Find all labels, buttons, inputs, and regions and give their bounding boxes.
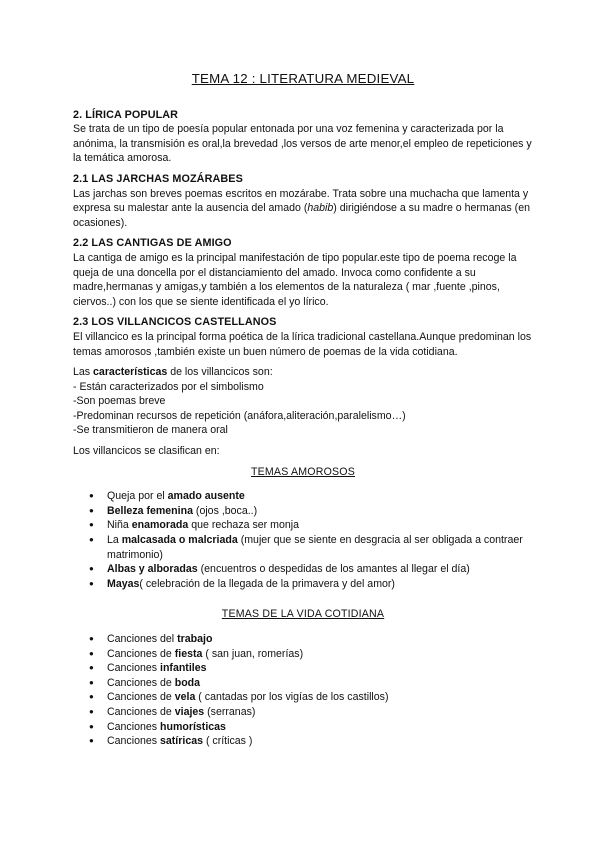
- bold-term: amado ausente: [167, 490, 245, 503]
- text-span: Canciones: [107, 720, 160, 733]
- section-heading: 2. LÍRICA POPULAR: [73, 108, 179, 121]
- text-span: Canciones de: [107, 705, 175, 718]
- characteristics-intro: [73, 365, 533, 380]
- text-span: Las jarchas son breves poemas escritos en mozárabe. Trata sobre una muchacha que lamenta y expresa su malestar ante la ausencia del amado (: [73, 187, 529, 215]
- bold-term: Mayas: [107, 577, 140, 590]
- bullet-item: [73, 705, 533, 720]
- bold-term: boda: [174, 676, 201, 689]
- bold-term: fiesta: [174, 647, 203, 660]
- characteristics-list: [73, 380, 533, 438]
- section-text: Se trata de un tipo de poesía popular entonada por una voz femenina y caracterizada por la anónima, la transmisión es oral,la brevedad ,los versos de arte menor,el empleo de repeticiones y la temática amorosa.: [73, 123, 532, 165]
- subheading-vida-cotidiana: TEMAS DE LA VIDA COTIDIANA: [221, 608, 385, 621]
- list-item: -Se transmitieron de manera oral: [73, 424, 228, 437]
- subheading-temas-amorosos: TEMAS AMOROSOS: [250, 465, 356, 478]
- text-span: de los villancicos son:: [167, 366, 273, 379]
- text-span: que rechaza ser monja: [188, 519, 299, 532]
- text-span: ( cantadas por los vigías de los castillos): [195, 691, 389, 704]
- section-cantigas: [73, 236, 533, 309]
- bold-term: Belleza femenina: [107, 504, 193, 517]
- italic-term: habib: [307, 202, 334, 215]
- text-span: Canciones de: [107, 676, 175, 689]
- bold-term: viajes: [174, 705, 205, 718]
- bold-term: trabajo: [177, 633, 213, 645]
- text-span: Canciones de: [107, 647, 175, 660]
- bold-term: infantiles: [160, 662, 207, 675]
- bullet-item: [73, 533, 533, 562]
- bold-term: características: [93, 366, 168, 379]
- list-item: - Están caracterizados por el simbolismo: [73, 380, 264, 393]
- bold-term: Albas y alboradas: [107, 563, 198, 576]
- text-span: ( celebración de la llegada de la primavera y del amor): [139, 577, 395, 590]
- section-text: El villancico es la principal forma poética de la lírica tradicional castellana.Aunque predominan los temas amorosos ,también existe un buen número de poemas de la vida cotidiana.: [73, 330, 532, 358]
- text-span: ( san juan, romerías): [202, 647, 304, 660]
- section-heading: 2.1 LAS JARCHAS MOZÁRABES: [73, 172, 243, 185]
- temas-cotidiana-list: [73, 632, 533, 749]
- text-span: Niña: [107, 519, 132, 532]
- section-text: La cantiga de amigo es la principal manifestación de tipo popular.este tipo de poema recoge la queja de una doncella por el distanciamiento del amado. Invoca como confidente a su madre,hermanas y amigas,y también a los elementos de la naturaleza ( mar ,fuente ,pinos, ciervos..) con los que se siente identificada el yo lírico.: [73, 251, 517, 308]
- text-span: ( críticas ): [203, 735, 253, 748]
- list-item: -Son poemas breve: [73, 395, 166, 408]
- bullet-item: [73, 676, 533, 691]
- bold-term: malcasada o malcriada: [121, 534, 238, 547]
- section-heading: 2.2 LAS CANTIGAS DE AMIGO: [73, 237, 232, 250]
- section-villancicos: [73, 315, 533, 458]
- bullet-item: [73, 720, 533, 735]
- page-title: TEMA 12 : LITERATURA MEDIEVAL: [191, 71, 415, 86]
- section-jarchas: [73, 172, 533, 230]
- text-span: Canciones de: [107, 691, 175, 704]
- text-span: Canciones: [107, 735, 160, 748]
- document-page: [73, 72, 533, 749]
- text-span: Las: [73, 366, 94, 379]
- bullet-item: [73, 518, 533, 533]
- bullet-item: [73, 647, 533, 662]
- text-span: La: [107, 534, 122, 547]
- section-text: [73, 187, 533, 231]
- bullet-item: [73, 661, 533, 676]
- section-lirica-popular: [73, 108, 533, 166]
- section-heading: 2.3 LOS VILLANCICOS CASTELLANOS: [73, 316, 277, 329]
- bold-term: satíricas: [160, 735, 203, 748]
- classification-intro: Los villancicos se clasifican en:: [73, 445, 220, 458]
- text-span: (mujer que se siente en desgracia al ser obligada a contraer matrimonio): [107, 534, 523, 561]
- list-item: -Predominan recursos de repetición (anáfora,aliteración,paralelismo…): [73, 409, 406, 422]
- text-span: Queja por el: [107, 490, 168, 503]
- bold-term: vela: [174, 691, 196, 704]
- bullet-item: [73, 562, 533, 577]
- text-span: Canciones del: [107, 633, 178, 645]
- bullet-item: [73, 734, 533, 749]
- text-span: (ojos ,boca..): [192, 504, 258, 517]
- bullet-item: [73, 632, 533, 647]
- temas-amorosos-list: [73, 489, 533, 591]
- bold-term: enamorada: [131, 519, 189, 532]
- text-span: Canciones: [107, 662, 160, 675]
- bullet-item: [73, 690, 533, 705]
- bold-term: humorísticas: [160, 720, 226, 733]
- bullet-item: [73, 489, 533, 504]
- text-span: ) dirigiéndose a su madre o hermanas (en ocasiones).: [73, 202, 530, 229]
- bullet-item: [73, 504, 533, 519]
- text-span: (encuentros o despedidas de los amantes al llegar el día): [197, 563, 470, 576]
- text-span: (serranas): [204, 705, 256, 718]
- bullet-item: [73, 577, 533, 592]
